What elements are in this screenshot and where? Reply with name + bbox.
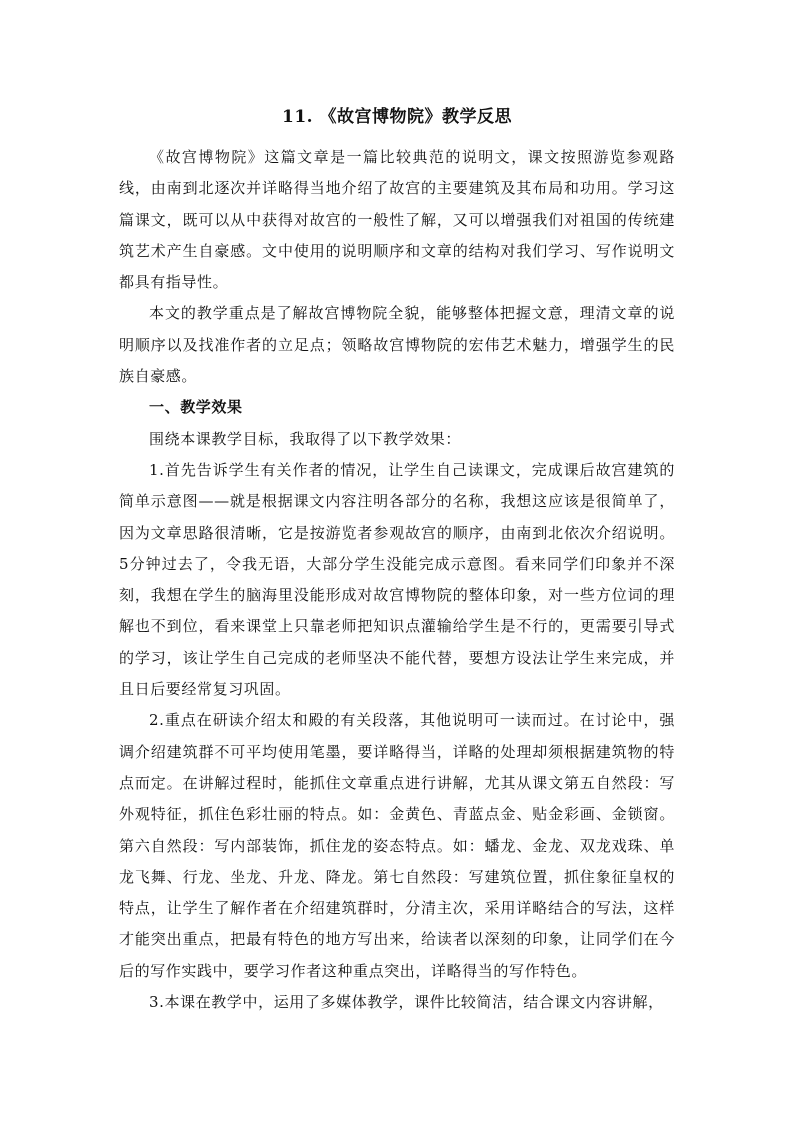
section-heading: 一、教学效果 [149, 398, 243, 417]
document-title: 11. 《故宫博物院》教学反思 [282, 107, 512, 127]
document-body [119, 100, 675, 1018]
section-lead: 围绕本课教学目标，我取得了以下教学效果： [149, 429, 462, 448]
numbered-item: 2.重点在研读介绍太和殿的有关段落，其他说明可一读而过。在讨论中，强调介绍建筑群不可平均使用笔墨，要详略得当，详略的处理却须根据建筑物的特点而定。在讲解过程时，能抓住文章重点进行讲解，尤其从课文第五自然段：写外观特征，抓住色彩壮丽的特点。如：金黄色、青蓝点金、贴金彩画、金锁窗。第六自然段：写内部装饰，抓住龙的姿态特点。如：蟠龙、金龙、双龙戏珠、单龙飞舞、行龙、坐龙、升龙、降龙。第七自然段：写建筑位置，抓住象征皇权的特点，让学生了解作者在介绍建筑群时，分清主次，采用详略结合的写法，这样才能突出重点，把最有特色的地方写出来，给读者以深刻的印象，让同学们在今后的写作实践中，要学习作者这种重点突出，详略得当的写作特色。 [119, 711, 675, 980]
intro-paragraph: 《故宫博物院》这篇文章是一篇比较典范的说明文，课文按照游览参观路线，由南到北逐次并详略得当地介绍了故宫的主要建筑及其布局和功用。学习这篇课文，既可以从中获得对故宫的一般性了解，又可以增强我们对祖国的传统建筑艺术产生自豪感。文中使用的说明顺序和文章的结构对我们学习、写作说明文都具有指导性。 [119, 148, 675, 292]
intro-paragraph: 本文的教学重点是了解故宫博物院全貌，能够整体把握文意，理清文章的说明顺序以及找准作者的立足点；领略故宫博物院的宏伟艺术魅力，增强学生的民族自豪感。 [119, 304, 675, 386]
numbered-item: 3.本课在教学中，运用了多媒体教学，课件比较简洁，结合课文内容讲解， [149, 993, 664, 1012]
numbered-item: 1.首先告诉学生有关作者的情况，让学生自己读课文，完成课后故宫建筑的简单示意图——就是根据课文内容注明各部分的名称，我想这应该是很简单了，因为文章思路很清晰，它是按游览者参观故宫的顺序，由南到北依次介绍说明。5分钟过去了，令我无语，大部分学生没能完成示意图。看来同学们印象并不深刻，我想在学生的脑海里没能形成对故宫博物院的整体印象，对一些方位词的理解也不到位，看来课堂上只靠老师把知识点灌输给学生是不行的，更需要引导式的学习，该让学生自己完成的老师坚决不能代替，要想方设法让学生来完成，并且日后要经常复习巩固。 [119, 460, 675, 699]
